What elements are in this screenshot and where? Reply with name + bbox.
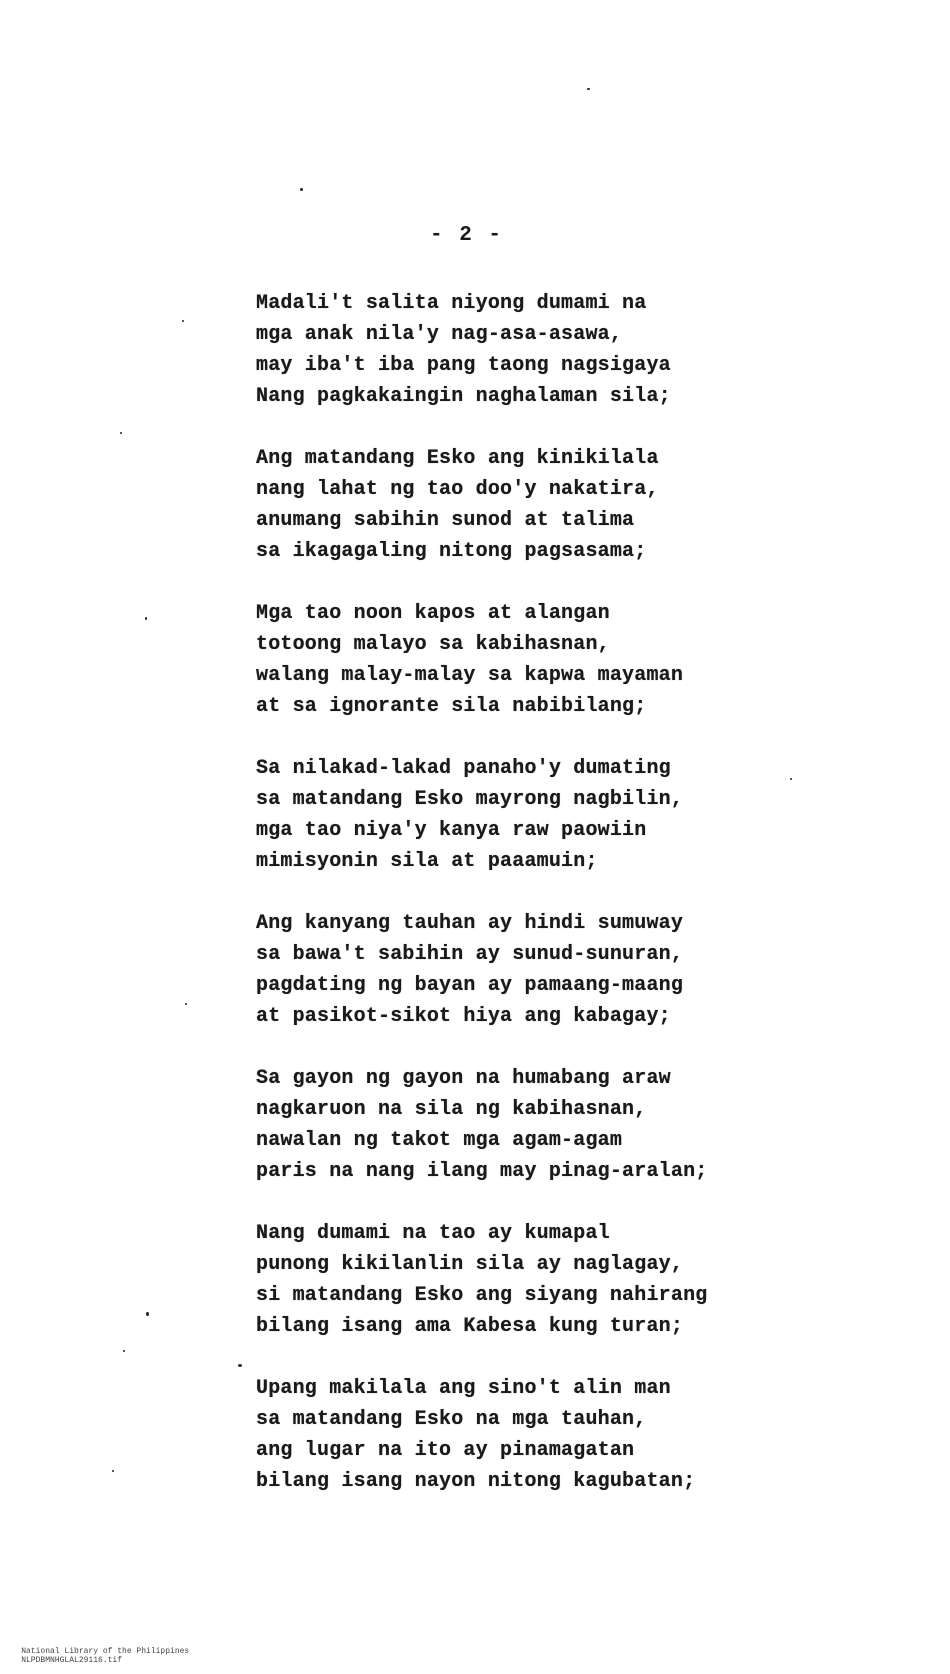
poem-line: nang lahat ng tao doo'y nakatira, xyxy=(256,478,659,501)
poem-line: punong kikilanlin sila ay naglagay, xyxy=(256,1253,684,1276)
scan-speck xyxy=(145,617,147,620)
poem-line: Ang kanyang tauhan ay hindi sumuway xyxy=(256,912,684,935)
poem-line: at sa ignorante sila nabibilang; xyxy=(256,695,647,718)
poem-line: bilang isang ama Kabesa kung turan; xyxy=(256,1315,684,1338)
scan-speck xyxy=(146,1312,149,1316)
footer-library: National Library of the Philippines xyxy=(21,1647,190,1656)
poem-line: may iba't iba pang taong nagsigaya xyxy=(256,354,671,377)
scan-speck xyxy=(112,1470,114,1472)
poem-line: Mga tao noon kapos at alangan xyxy=(256,602,610,625)
poem-line: pagdating ng bayan ay pamaang-maang xyxy=(256,974,684,997)
poem-line: ang lugar na ito ay pinamagatan xyxy=(256,1439,635,1462)
stanza xyxy=(256,908,816,1032)
footer-file-id: NLPDBMNHGLAL29116.tif xyxy=(21,1656,123,1665)
poem-line: Nang dumami na tao ay kumapal xyxy=(256,1222,610,1245)
poem-line: nawalan ng takot mga agam-agam xyxy=(256,1129,623,1152)
poem-line: Sa gayon ng gayon na humabang araw xyxy=(256,1067,671,1090)
poem-line: anumang sabihin sunod at talima xyxy=(256,509,635,532)
stanza xyxy=(256,1373,816,1497)
poem-line: walang malay-malay sa kapwa mayaman xyxy=(256,664,684,687)
poem-line: mga anak nila'y nag-asa-asawa, xyxy=(256,323,623,346)
scan-speck xyxy=(120,432,122,434)
stanza xyxy=(256,288,816,412)
scan-speck xyxy=(185,1003,187,1005)
scan-speck xyxy=(123,1350,125,1352)
scan-speck xyxy=(300,188,303,191)
poem-line: mimisyonin sila at paaamuin; xyxy=(256,850,598,873)
poem-line: Sa nilakad-lakad panaho'y dumating xyxy=(256,757,671,780)
poem-line: Madali't salita niyong dumami na xyxy=(256,292,647,315)
stanza xyxy=(256,443,816,567)
poem-line: si matandang Esko ang siyang nahirang xyxy=(256,1284,708,1307)
scan-speck xyxy=(587,88,590,90)
poem-line: mga tao niya'y kanya raw paowiin xyxy=(256,819,647,842)
poem-line: sa ikagagaling nitong pagsasama; xyxy=(256,540,647,563)
poem-line: sa matandang Esko na mga tauhan, xyxy=(256,1408,647,1431)
poem-line: Nang pagkakaingin naghalaman sila; xyxy=(256,385,671,408)
stanza xyxy=(256,1218,816,1342)
poem-line: sa bawa't sabihin ay sunud-sunuran, xyxy=(256,943,684,966)
poem-line: Upang makilala ang sino't alin man xyxy=(256,1377,671,1400)
stanza xyxy=(256,1063,816,1187)
scan-footer xyxy=(2,1638,217,1674)
page-number: - 2 - xyxy=(430,224,504,247)
poem-line: bilang isang nayon nitong kagubatan; xyxy=(256,1470,696,1493)
poem-body xyxy=(256,288,816,1528)
poem-line: at pasikot-sikot hiya ang kabagay; xyxy=(256,1005,671,1028)
scan-speck xyxy=(182,320,184,322)
poem-line: Ang matandang Esko ang kinikilala xyxy=(256,447,659,470)
scan-speck xyxy=(238,1364,242,1367)
poem-line: totoong malayo sa kabihasnan, xyxy=(256,633,610,656)
poem-line: nagkaruon na sila ng kabihasnan, xyxy=(256,1098,647,1121)
poem-line: sa matandang Esko mayrong nagbilin, xyxy=(256,788,684,811)
stanza xyxy=(256,598,816,722)
stanza xyxy=(256,753,816,877)
poem-line: paris na nang ilang may pinag-aralan; xyxy=(256,1160,708,1183)
